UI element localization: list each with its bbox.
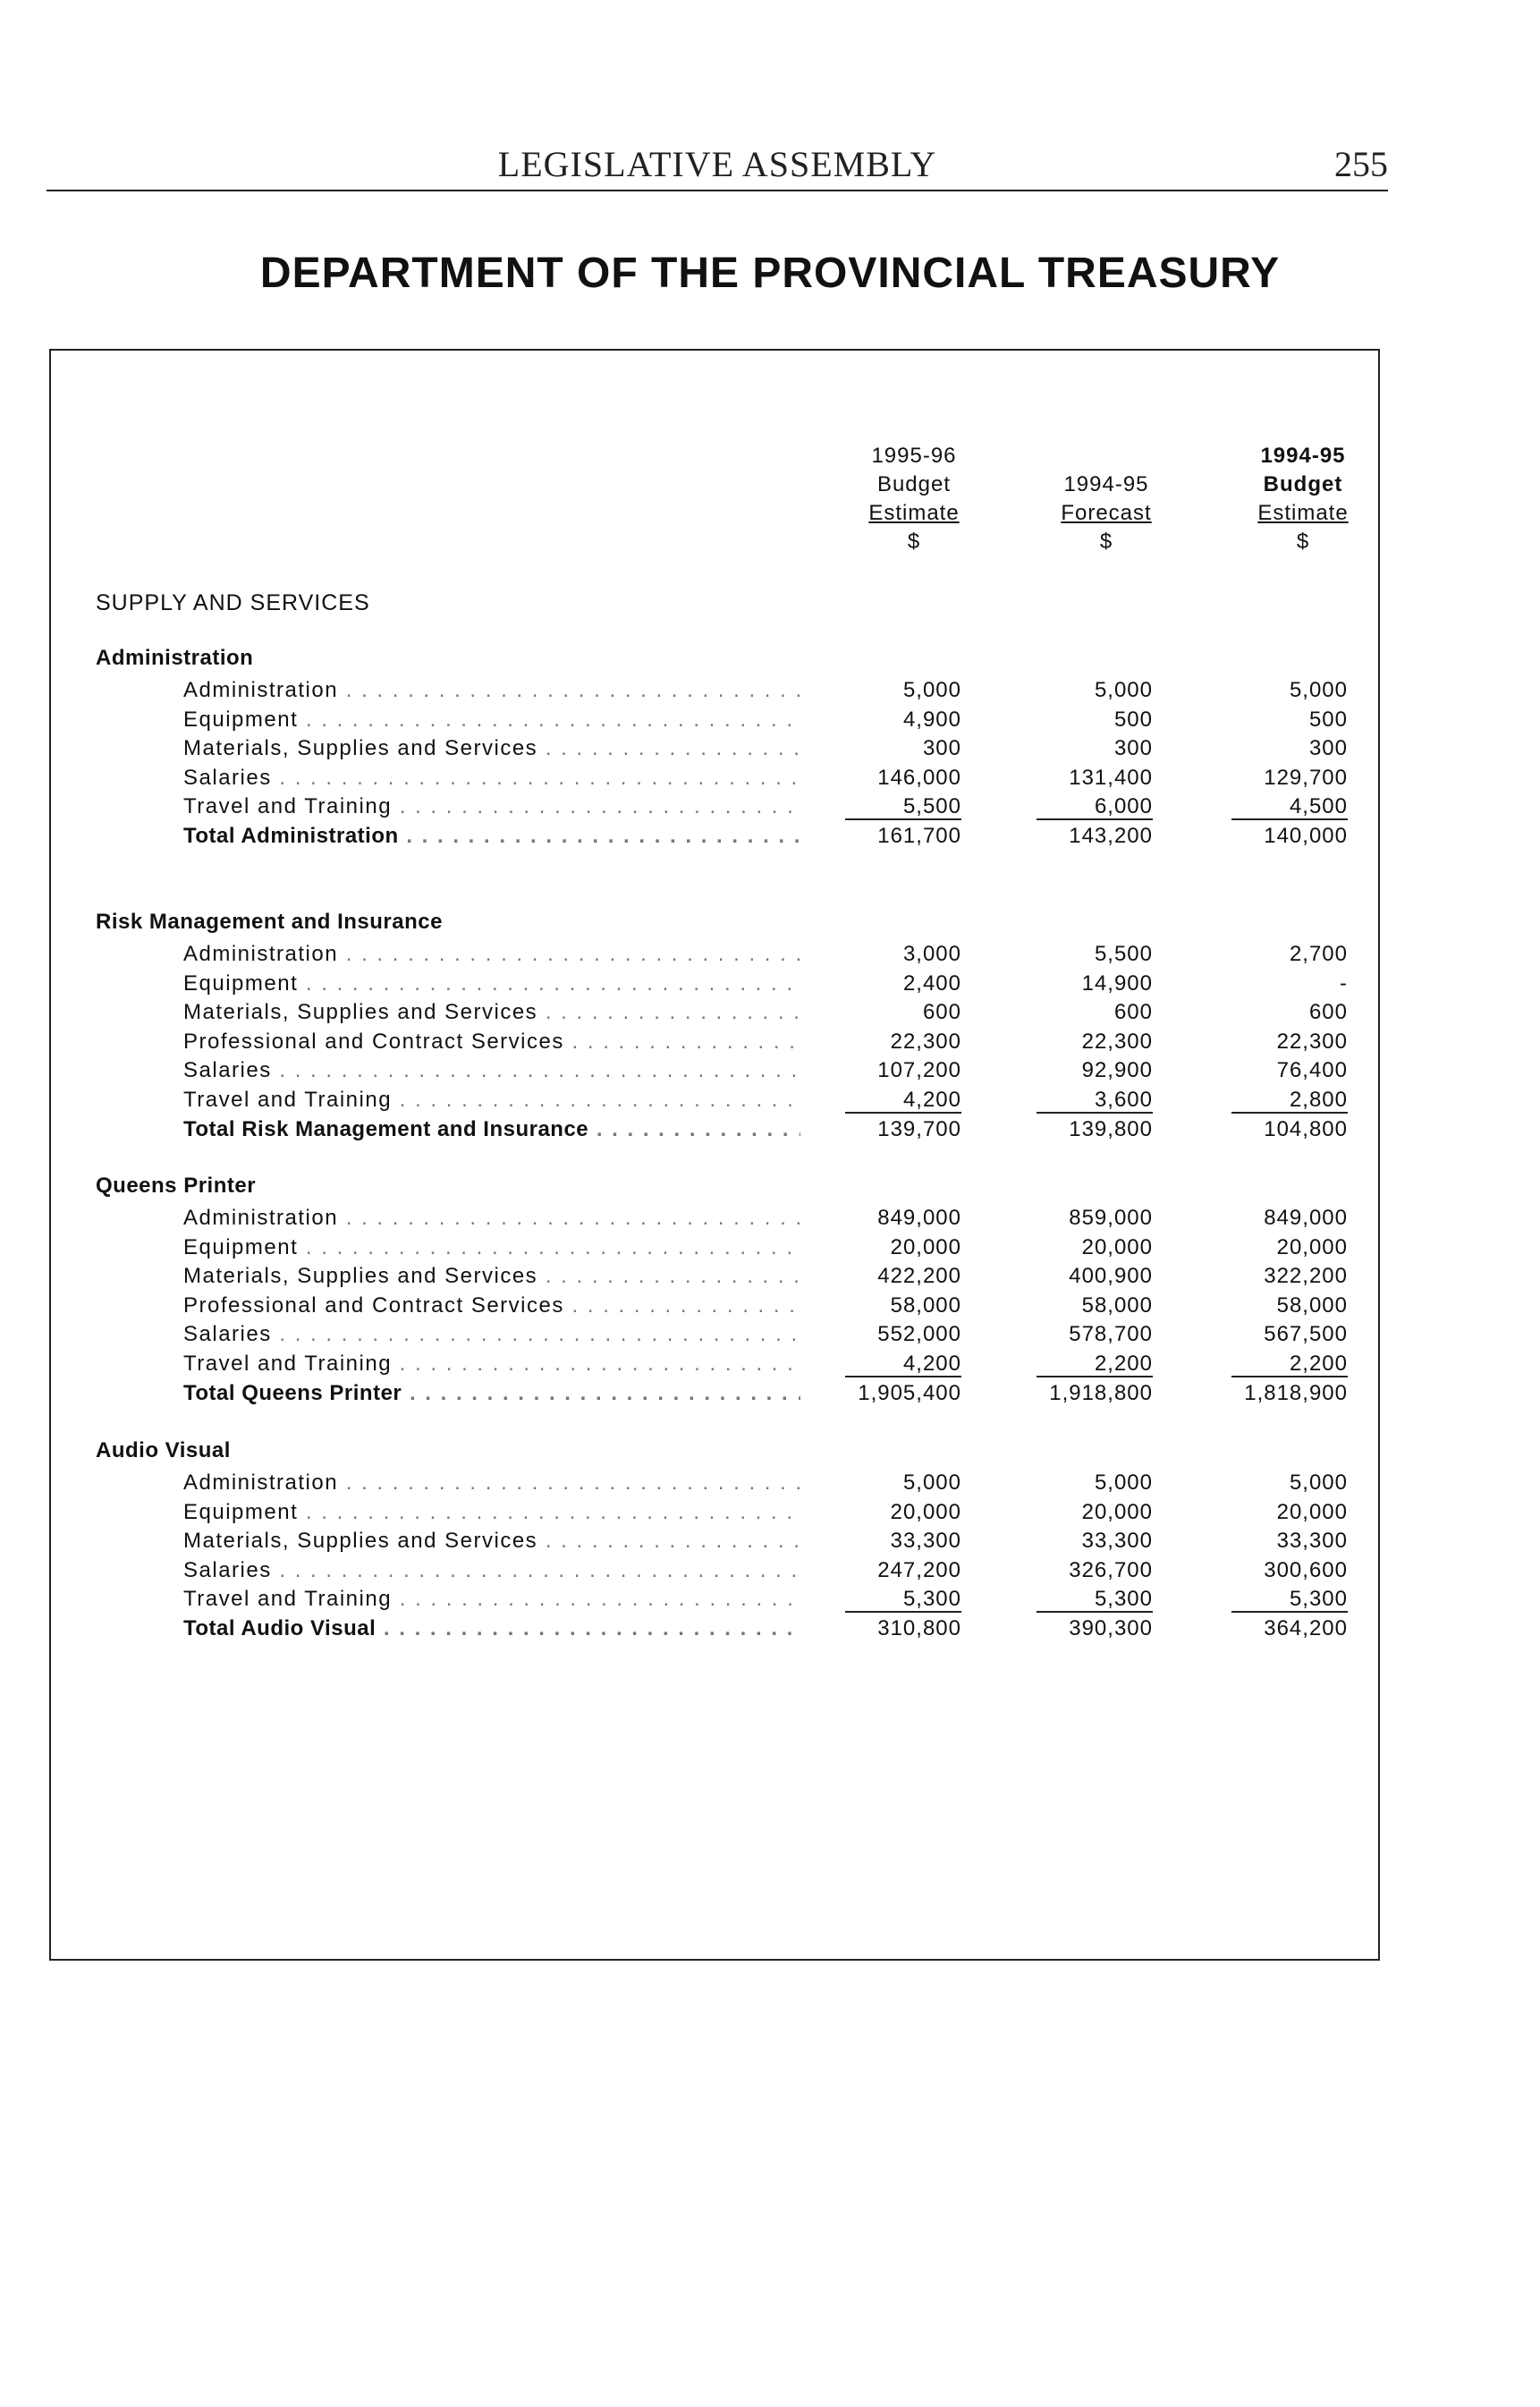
total-row (51, 822, 1382, 851)
line-item-row (51, 1204, 1382, 1233)
page-number: 255 (1334, 144, 1388, 184)
section-heading: Audio Visual (96, 1438, 231, 1462)
amount-cell: 600 (1113, 1000, 1153, 1025)
amount-cell: 4,500 (1169, 792, 1348, 821)
line-item-row (51, 792, 1382, 821)
column-unit: $ (1099, 530, 1113, 554)
amount-cell: 578,700 (1069, 1322, 1153, 1347)
document-title: DEPARTMENT OF THE PROVINCIAL TREASURY (259, 250, 1281, 297)
line-item-label: Administration . . . (183, 940, 800, 969)
amount-cell: 5,300 (783, 1585, 961, 1614)
amount-cell: 5,500 (1094, 942, 1153, 966)
line-item-row (51, 1292, 1382, 1320)
amount-cell: 326,700 (1069, 1557, 1153, 1582)
line-item-label: Equipment . . . (183, 970, 800, 998)
amount-cell: 143,200 (1069, 824, 1153, 848)
amount-cell: 129,700 (1264, 765, 1348, 790)
section-heading: Queens Printer (96, 1174, 257, 1198)
amount-cell: 140,000 (1264, 824, 1348, 848)
column-year: 1994-95 (1063, 472, 1149, 496)
column-unit: $ (907, 530, 921, 554)
amount-cell: 161,700 (877, 824, 961, 848)
amount-cell: 300 (1308, 736, 1348, 761)
column-line1: Budget (1263, 472, 1343, 496)
amount-cell: 849,000 (1264, 1206, 1348, 1230)
amount-cell: 4,900 (902, 707, 961, 732)
amount-cell: 139,700 (877, 1116, 961, 1141)
line-item-label: Equipment . . . (183, 706, 800, 734)
total-label: Total Administration . . . (183, 822, 800, 851)
amount-cell: 390,300 (1069, 1616, 1153, 1640)
amount-cell: 58,000 (1276, 1292, 1348, 1318)
column-line2: Estimate (868, 501, 960, 525)
line-item-row (51, 764, 1382, 792)
amount-cell: 20,000 (890, 1499, 961, 1524)
column-header-1994-95-forecast (1008, 470, 1205, 556)
amount-cell: 552,000 (877, 1322, 961, 1347)
line-item-label: Salaries . . . (183, 1556, 800, 1585)
total-row (51, 1115, 1382, 1144)
amount-cell: 146,000 (877, 765, 961, 790)
line-item-label: Materials, Supplies and Services . . . (183, 1262, 800, 1291)
line-item-row (51, 734, 1382, 763)
line-item-label: Salaries . . . (183, 1320, 800, 1349)
amount-cell: 3,600 (974, 1086, 1153, 1115)
amount-cell: 5,000 (902, 1470, 961, 1495)
amount-cell: 322,200 (1264, 1264, 1348, 1289)
line-item-row (51, 1028, 1382, 1056)
column-header-1994-95-budget-estimate (1205, 442, 1401, 556)
amount-cell: 20,000 (1276, 1234, 1348, 1259)
section-heading: Risk Management and Insurance (96, 910, 443, 934)
line-item-label: Travel and Training . . . (183, 792, 800, 821)
line-item-label: Administration . . . (183, 1469, 800, 1497)
amount-cell: 92,900 (1081, 1058, 1153, 1083)
amount-cell: 22,300 (1081, 1029, 1153, 1054)
amount-cell: 422,200 (877, 1264, 961, 1289)
amount-cell: 300 (922, 736, 961, 761)
amount-cell: 104,800 (1264, 1116, 1348, 1141)
amount-cell: 2,800 (1169, 1086, 1348, 1115)
amount-cell: 5,000 (1289, 1470, 1348, 1495)
amount-cell: 58,000 (1081, 1292, 1153, 1318)
amount-cell: 14,900 (1081, 970, 1153, 996)
amount-cell: 1,918,800 (1049, 1380, 1153, 1405)
line-item-row (51, 706, 1382, 734)
total-row (51, 1379, 1382, 1408)
amount-cell: - (1340, 970, 1348, 996)
column-line2: Estimate (1257, 501, 1349, 525)
amount-cell: 2,700 (1289, 942, 1348, 966)
amount-cell: 22,300 (1276, 1029, 1348, 1054)
amount-cell: 849,000 (877, 1206, 961, 1230)
amount-cell: 20,000 (1081, 1499, 1153, 1524)
line-item-label: Salaries . . . (183, 1056, 800, 1085)
line-item-label: Materials, Supplies and Services . . . (183, 734, 800, 763)
column-unit: $ (1296, 530, 1310, 554)
amount-cell: 2,200 (1169, 1350, 1348, 1378)
amount-cell: 20,000 (890, 1234, 961, 1259)
total-label: Total Audio Visual . . . (183, 1615, 800, 1643)
amount-cell: 5,000 (1094, 678, 1153, 702)
amount-cell: 33,300 (1276, 1529, 1348, 1554)
amount-cell: 5,300 (974, 1585, 1153, 1614)
column-year: 1994-95 (1260, 444, 1346, 468)
line-item-row (51, 1262, 1382, 1291)
amount-cell: 20,000 (1081, 1234, 1153, 1259)
amount-cell: 6,000 (974, 792, 1153, 821)
column-year: 1995-96 (871, 444, 957, 468)
total-label: Total Risk Management and Insurance . . . (183, 1115, 800, 1144)
amount-cell: 5,000 (902, 678, 961, 702)
amount-cell: 500 (1308, 707, 1348, 732)
amount-cell: 76,400 (1276, 1058, 1348, 1083)
amount-cell: 859,000 (1069, 1206, 1153, 1230)
amount-cell: 2,400 (902, 970, 961, 996)
amount-cell: 4,200 (783, 1350, 961, 1378)
line-item-row (51, 970, 1382, 998)
total-row (51, 1615, 1382, 1643)
amount-cell: 300 (1113, 736, 1153, 761)
amount-cell: 1,905,400 (858, 1380, 961, 1405)
line-item-row (51, 1469, 1382, 1497)
line-item-label: Professional and Contract Services . . . (183, 1028, 800, 1056)
amount-cell: 131,400 (1069, 765, 1153, 790)
line-item-label: Administration . . . (183, 676, 800, 705)
line-item-row (51, 1086, 1382, 1115)
line-item-label: Materials, Supplies and Services . . . (183, 1527, 800, 1555)
line-item-row (51, 1350, 1382, 1378)
column-line2: Forecast (1061, 501, 1152, 525)
amount-cell: 33,300 (1081, 1529, 1153, 1554)
supply-and-services-heading: SUPPLY AND SERVICES (96, 590, 370, 615)
amount-cell: 300,600 (1264, 1557, 1348, 1582)
column-line1: Budget (876, 472, 952, 496)
amount-cell: 2,200 (974, 1350, 1153, 1378)
amount-cell: 5,000 (1094, 1470, 1153, 1495)
line-item-row (51, 1233, 1382, 1262)
amount-cell: 600 (1308, 1000, 1348, 1025)
amount-cell: 600 (922, 1000, 961, 1025)
amount-cell: 139,800 (1069, 1116, 1153, 1141)
line-item-row (51, 676, 1382, 705)
amount-cell: 22,300 (890, 1029, 961, 1054)
total-label: Total Queens Printer . . . (183, 1379, 800, 1408)
amount-cell: 107,200 (877, 1058, 961, 1083)
line-item-label: Equipment . . . (183, 1233, 800, 1262)
amount-cell: 500 (1113, 707, 1153, 732)
line-item-label: Salaries . . . (183, 764, 800, 792)
line-item-row (51, 1527, 1382, 1555)
line-item-row (51, 1320, 1382, 1349)
amount-cell: 20,000 (1276, 1499, 1348, 1524)
line-item-row (51, 1056, 1382, 1085)
amount-cell: 400,900 (1069, 1264, 1153, 1289)
line-item-label: Professional and Contract Services . . . (183, 1292, 800, 1320)
line-item-label: Administration . . . (183, 1204, 800, 1233)
amount-cell: 567,500 (1264, 1322, 1348, 1347)
amount-cell: 247,200 (877, 1557, 961, 1582)
amount-cell: 5,000 (1289, 678, 1348, 702)
amount-cell: 364,200 (1264, 1616, 1348, 1640)
estimates-frame (49, 349, 1380, 1961)
amount-cell: 310,800 (877, 1616, 961, 1640)
line-item-label: Travel and Training . . . (183, 1585, 800, 1614)
amount-cell: 58,000 (890, 1292, 961, 1318)
line-item-label: Equipment . . . (183, 1498, 800, 1527)
column-header-1995-96-budget-estimate (816, 442, 1012, 556)
line-item-row (51, 1498, 1382, 1527)
amount-cell: 5,500 (783, 792, 961, 821)
line-item-label: Travel and Training . . . (183, 1350, 800, 1378)
line-item-label: Travel and Training . . . (183, 1086, 800, 1115)
amount-cell: 1,818,900 (1244, 1380, 1348, 1405)
running-head (47, 143, 1388, 191)
amount-cell: 5,300 (1169, 1585, 1348, 1614)
running-head-title: LEGISLATIVE ASSEMBLY (497, 144, 937, 184)
amount-cell: 33,300 (890, 1529, 961, 1554)
amount-cell: 3,000 (902, 942, 961, 966)
line-item-label: Materials, Supplies and Services . . . (183, 998, 800, 1027)
section-heading: Administration (96, 646, 254, 670)
amount-cell: 4,200 (783, 1086, 961, 1115)
line-item-row (51, 1585, 1382, 1614)
line-item-row (51, 998, 1382, 1027)
line-item-row (51, 1556, 1382, 1585)
line-item-row (51, 940, 1382, 969)
